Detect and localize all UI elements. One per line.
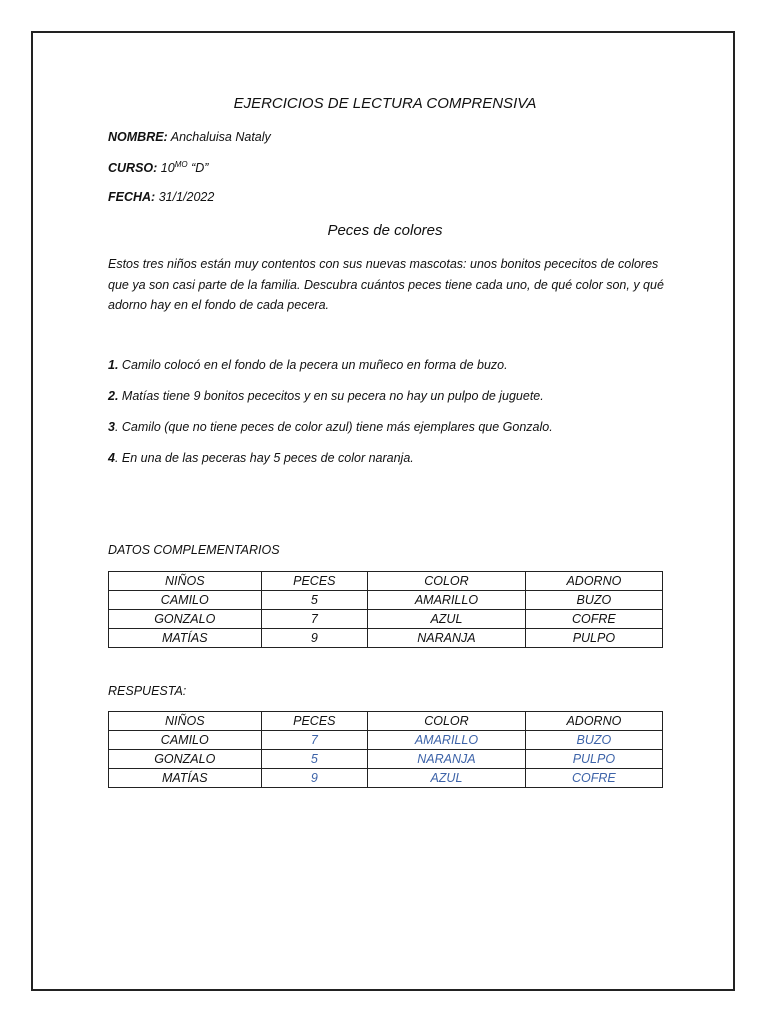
answer-cell: BUZO <box>525 731 662 750</box>
clue-item <box>108 420 553 434</box>
header-adorno: ADORNO <box>525 572 662 591</box>
table-cell: AMARILLO <box>368 591 526 610</box>
table-row <box>109 750 663 769</box>
table-cell: 9 <box>261 629 368 648</box>
clue-text: . Camilo (que no tiene peces de color azul) tiene más ejemplares que Gonzalo. <box>114 420 553 434</box>
clue-text: . En una de las peceras hay 5 peces de color naranja. <box>114 451 414 465</box>
reading-subtitle: Peces de colores <box>327 222 443 239</box>
table-cell: GONZALO <box>109 750 262 769</box>
answer-cell: AZUL <box>368 769 526 788</box>
table-row <box>109 731 663 750</box>
table-cell: PULPO <box>525 629 662 648</box>
table-cell: COFRE <box>525 610 662 629</box>
answer-cell: COFRE <box>525 769 662 788</box>
table-cell: NARANJA <box>368 629 526 648</box>
clue-number: 1. <box>108 358 119 372</box>
fecha-field <box>108 190 214 204</box>
curso-field <box>108 160 208 175</box>
document-page <box>31 31 735 991</box>
nombre-field <box>108 130 271 144</box>
header-color: COLOR <box>368 712 526 731</box>
nombre-value: Anchaluisa Nataly <box>170 130 271 144</box>
table-cell: 5 <box>261 591 368 610</box>
curso-value <box>161 161 209 175</box>
table-cell: CAMILO <box>109 731 262 750</box>
answer-cell: 9 <box>261 769 368 788</box>
answer-cell: PULPO <box>525 750 662 769</box>
table-cell: BUZO <box>525 591 662 610</box>
table-header-row <box>109 712 663 731</box>
clue-text: Camilo colocó en el fondo de la pecera un muñeco en forma de buzo. <box>118 358 508 372</box>
table-row <box>109 769 663 788</box>
clue-text: Matías tiene 9 bonitos pececitos y en su pecera no hay un pulpo de juguete. <box>118 389 544 403</box>
table-header-row <box>109 572 663 591</box>
datos-label: DATOS COMPLEMENTARIOS <box>108 543 280 557</box>
clue-number: 4 <box>108 451 115 465</box>
clue-number: 3 <box>108 420 115 434</box>
curso-value-superscript: MO <box>174 160 188 169</box>
fecha-value: 31/1/2022 <box>158 190 215 204</box>
respuesta-label: RESPUESTA: <box>108 684 187 698</box>
curso-value-number: 10 <box>160 161 175 176</box>
header-adorno: ADORNO <box>525 712 662 731</box>
intro-paragraph: Estos tres niños están muy contentos con sus nuevas mascotas: unos bonitos pececitos de colores que ya son casi parte de la familia. Descubra cuántos peces tiene cada uno, de qué color son, y qué adorno hay en el fondo de cada pecera. <box>108 257 664 312</box>
fecha-label: FECHA: <box>108 190 156 204</box>
table-cell: CAMILO <box>109 591 262 610</box>
header-ninos: NIÑOS <box>109 572 262 591</box>
header-color: COLOR <box>368 572 526 591</box>
header-peces: PECES <box>261 572 368 591</box>
curso-value-section: “D” <box>187 161 209 176</box>
table-row <box>109 610 663 629</box>
clue-item <box>108 358 508 372</box>
curso-label: CURSO: <box>108 161 158 176</box>
table-cell: AZUL <box>368 610 526 629</box>
answer-cell: AMARILLO <box>368 731 526 750</box>
header-ninos: NIÑOS <box>109 712 262 731</box>
datos-table <box>108 571 663 648</box>
clue-item <box>108 389 544 403</box>
document-title: EJERCICIOS DE LECTURA COMPRENSIVA <box>233 95 537 112</box>
table-cell: MATÍAS <box>109 629 262 648</box>
table-row <box>109 591 663 610</box>
table-cell: 7 <box>261 610 368 629</box>
answer-cell: 7 <box>261 731 368 750</box>
nombre-label: NOMBRE: <box>108 130 168 144</box>
answer-cell: 5 <box>261 750 368 769</box>
header-peces: PECES <box>261 712 368 731</box>
clue-number: 2. <box>108 389 119 403</box>
table-cell: MATÍAS <box>109 769 262 788</box>
table-cell: GONZALO <box>109 610 262 629</box>
respuesta-table <box>108 711 663 788</box>
table-row <box>109 629 663 648</box>
answer-cell: NARANJA <box>368 750 526 769</box>
clue-item <box>108 451 414 465</box>
